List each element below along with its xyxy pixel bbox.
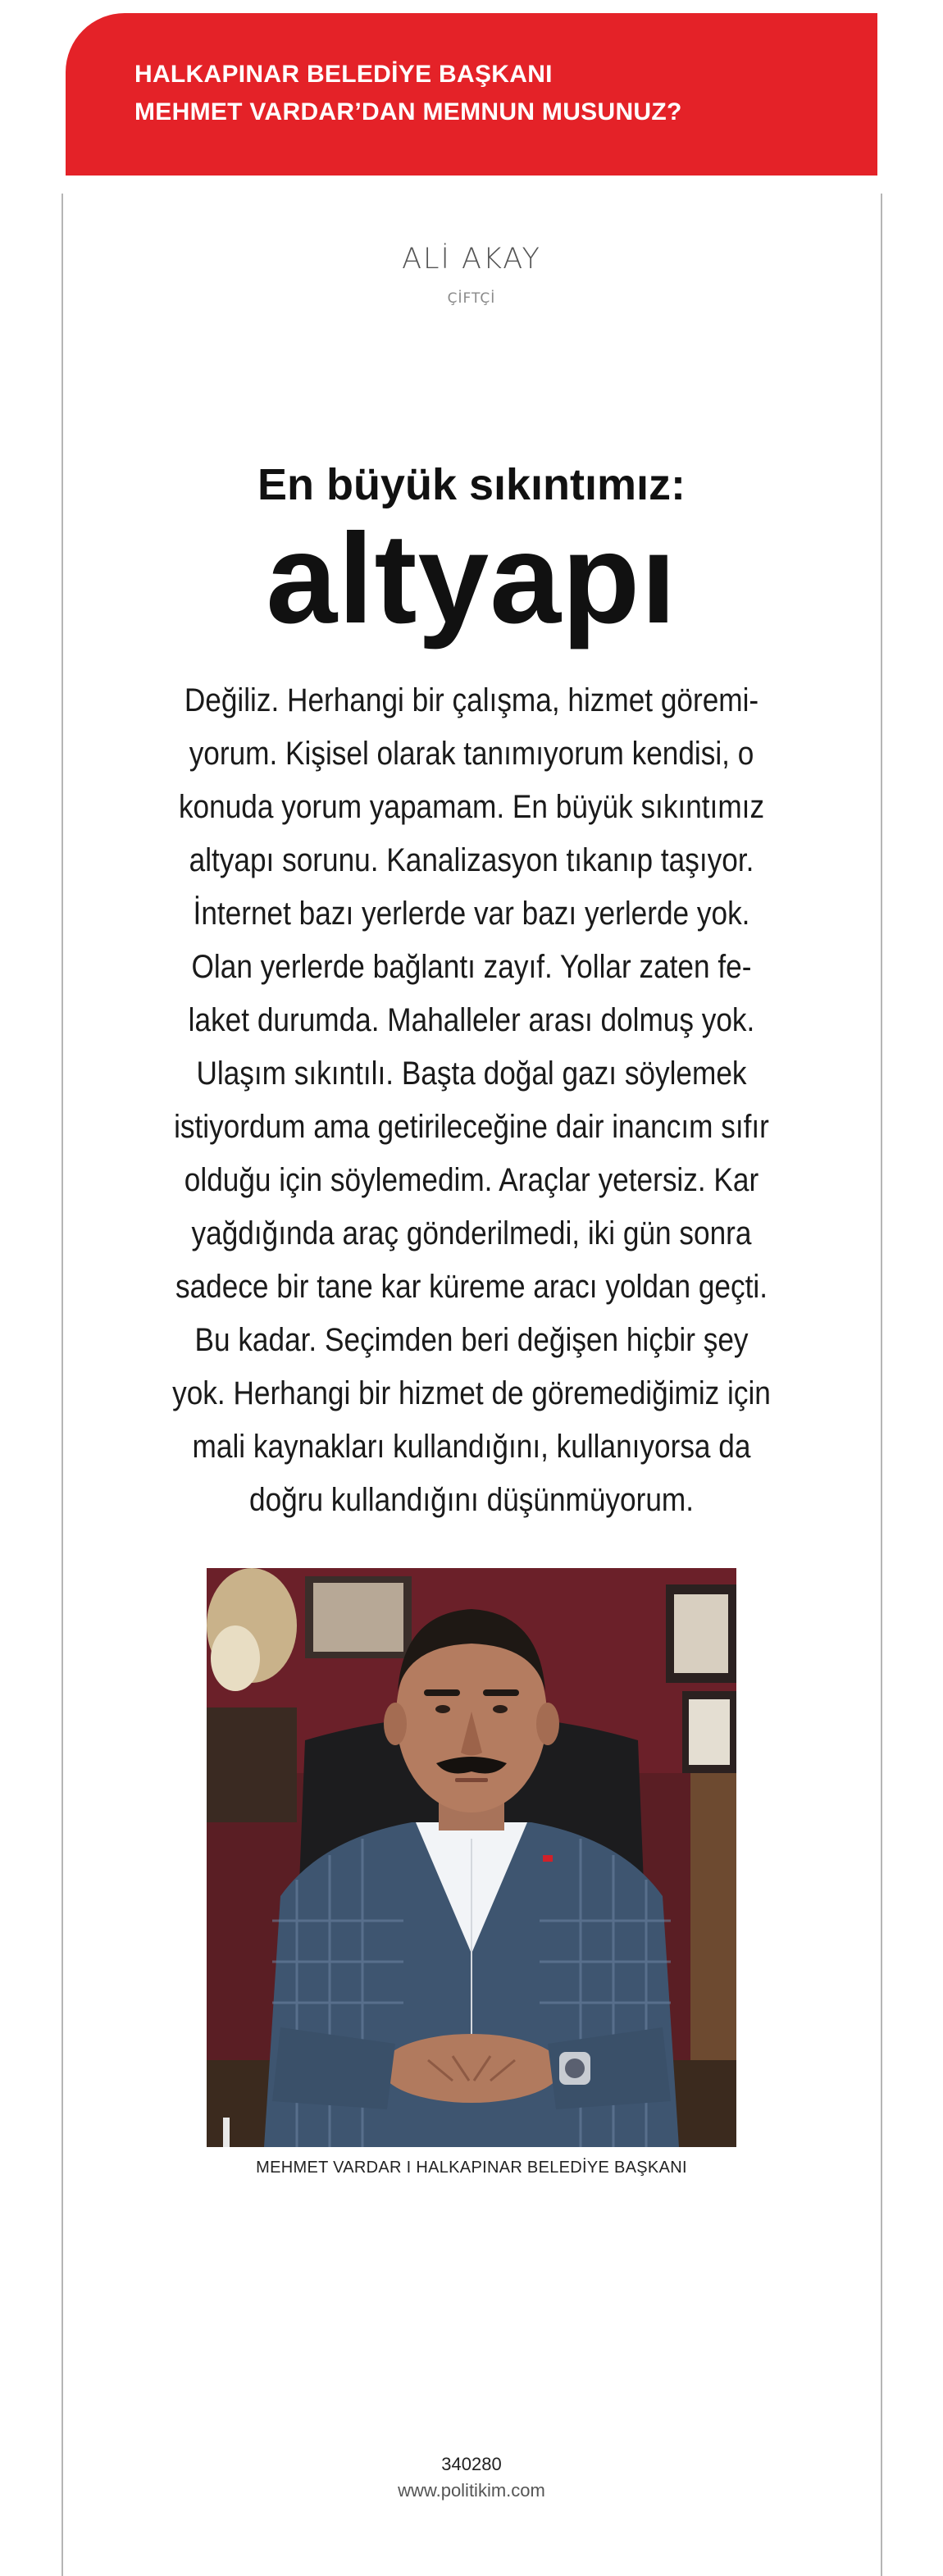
header-banner (66, 13, 877, 176)
banner-title-line-2: MEHMET VARDAR’DAN MEMNUN MUSUNUZ? (134, 98, 682, 125)
body-line: konuda yorum yapamam. En büyük sıkıntımız (178, 789, 765, 825)
body-line: Bu kadar. Seçimden beri değişen hiçbir şey (194, 1322, 749, 1358)
body-line: İnternet bazı yerlerde var bazı yerlerde yok. (193, 896, 750, 932)
portrait-illustration (207, 1568, 736, 2147)
body-line: Ulaşım sıkıntılı. Başta doğal gazı söylemek (196, 1055, 747, 1092)
banner-title-line-1: HALKAPINAR BELEDİYE BAŞKANI (134, 61, 553, 88)
portrait-photo (207, 1568, 736, 2147)
body-line: istiyordum ama getirileceğine dair inancım sıfır (174, 1109, 769, 1145)
author-role: ÇİFTÇİ (447, 290, 496, 307)
body-line: yok. Herhangi bir hizmet de göremediğimiz için (172, 1375, 771, 1411)
article-body (172, 674, 771, 1527)
body-line: Değiliz. Herhangi bir çalışma, hizmet göremi- (184, 682, 759, 718)
body-line: sadece bir tane kar küreme aracı yoldan geçti. (175, 1269, 768, 1305)
photo-caption: MEHMET VARDAR I HALKAPINAR BELEDİYE BAŞKANI (256, 2159, 687, 2177)
body-line: laket durumda. Mahalleler arası dolmuş yok. (188, 1002, 755, 1038)
body-line: mali kaynakları kullandığını, kullanıyorsa da (192, 1429, 751, 1465)
body-line: doğru kullandığını düşünmüyorum. (248, 1482, 694, 1518)
headline-kicker: En büyük sıkıntımız: (257, 460, 686, 509)
body-line: altyapı sorunu. Kanalizasyon tıkanıp taşıyor. (189, 842, 754, 878)
body-line: yağdığında araç gönderilmedi, iki gün sonra (191, 1215, 752, 1252)
headline-main: altyapı (266, 508, 677, 650)
body-line: olduğu için söylemedim. Araçlar yetersiz. Kar (184, 1162, 759, 1198)
page-number: 340280 (441, 2454, 502, 2474)
body-line: yorum. Kişisel olarak tanımıyorum kendisi, o (189, 736, 754, 772)
author-name: ALİ AKAY (402, 243, 541, 276)
body-line: Olan yerlerde bağlantı zayıf. Yollar zaten fe- (191, 949, 752, 985)
website-url: www.politikim.com (398, 2480, 545, 2501)
